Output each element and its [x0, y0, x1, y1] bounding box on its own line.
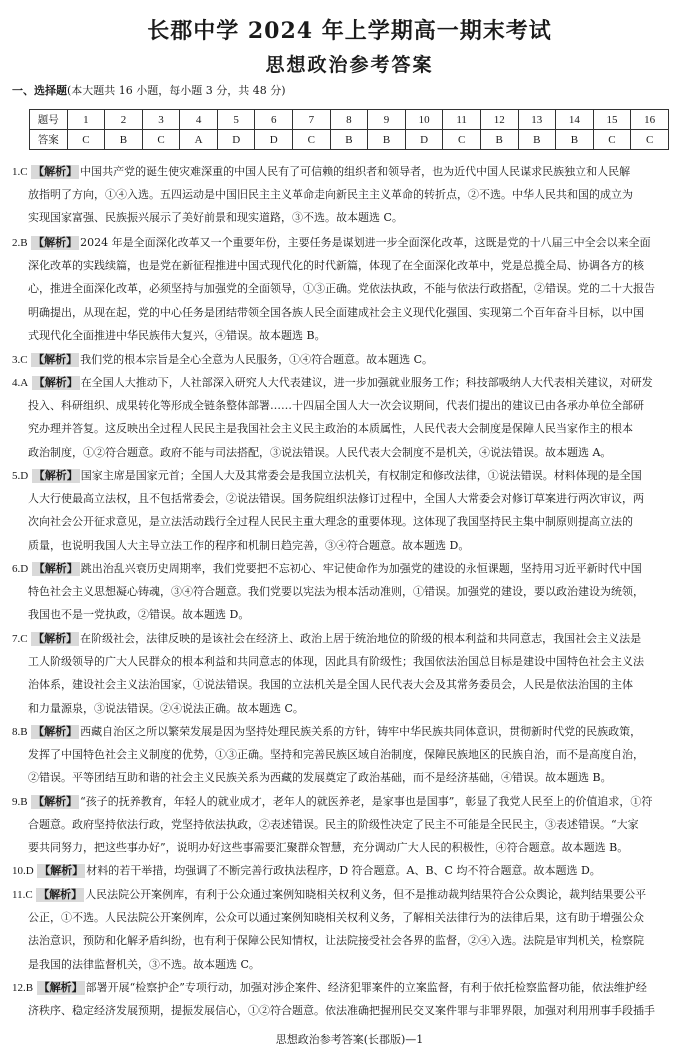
section-label: 一、选择题	[12, 84, 67, 97]
question-item	[12, 627, 688, 720]
question-text: 人大行使最高立法权，且不包括常委会，②说法错误。国务院组织法修订过程中，全国人大常委会对修订草案进行两次审议，两	[28, 492, 644, 506]
question-item	[12, 557, 688, 627]
question-first-line	[12, 160, 688, 183]
question-answer: D	[20, 563, 29, 575]
question-item	[12, 859, 688, 882]
question-answer: B	[20, 237, 28, 249]
answer-table-number-row	[30, 110, 669, 130]
question-text: 究办理并答复。这反映出全过程人民民主是我国社会主义民主政治的本质属性，人民代表大会制度是保障人民当家作主的根本	[28, 422, 633, 436]
question-text: 工人阶级领导的广大人民群众的根本利益和共同意志的体现，因此具有阶级性；我国依法治国总目标是建设中国特色社会主义法	[28, 655, 644, 669]
question-line	[12, 906, 688, 929]
question-number-cell: 3	[142, 110, 180, 130]
question-line	[12, 206, 688, 229]
question-number-cell: 10	[405, 110, 443, 130]
question-number: 4.	[12, 377, 21, 389]
answer-cell: B	[105, 130, 143, 150]
question-answer: A	[20, 377, 29, 389]
question-item	[12, 790, 688, 860]
question-item	[12, 976, 688, 1022]
question-number: 11.	[12, 889, 26, 901]
question-answer: C	[20, 354, 28, 366]
answer-cell: C	[67, 130, 105, 150]
question-number-cell: 6	[255, 110, 293, 130]
question-answer: C	[25, 889, 33, 901]
question-line	[12, 766, 688, 789]
analysis-tag: 【解析】	[38, 981, 83, 994]
question-first-line	[12, 371, 688, 394]
page-footer: 思想政治参考答案(长郡版)—1	[275, 1033, 424, 1046]
question-answer: D	[20, 470, 29, 482]
question-item	[12, 160, 688, 230]
question-item	[12, 883, 688, 976]
question-line	[12, 394, 688, 417]
question-first-line	[12, 790, 688, 813]
analysis-tag: 【解析】	[39, 864, 84, 877]
row-label-number: 题号	[30, 110, 68, 130]
question-text: 合题意。政府坚持依法行政，党坚持依法执政，②表述错误。民主的阶级性决定了民主不可能是全民民主，③表述错误。“大家	[28, 818, 639, 832]
question-text: “孩子的抚养教育，年轻人的就业成才，老年人的就医养老，是家事也是国事”，彰显了我党人民至上的价值追求，①符	[80, 795, 653, 808]
analysis-tag: 【解析】	[33, 632, 78, 645]
answer-cell: C	[631, 130, 669, 150]
question-line	[12, 324, 688, 347]
question-first-line	[12, 557, 688, 580]
question-text: 和力量源泉，③说法错误。②④说法正确。故本题选 C。	[28, 701, 304, 715]
question-line	[12, 580, 688, 603]
question-number-cell: 8	[330, 110, 368, 130]
question-item	[12, 720, 688, 790]
analysis-tag: 【解析】	[33, 236, 78, 249]
analysis-tag: 【解析】	[33, 795, 78, 808]
question-text: 质量，也说明我国人大主导立法工作的程序和机制日趋完善，③④符合题意。故本题选 D。	[28, 538, 470, 552]
question-text: 在阶级社会，法律反映的是该社会在经济上、政治上居于统治地位的阶级的根本利益和共同意志，我国社会主义法是	[80, 632, 642, 645]
question-text: 式现代化全面推进中华民族伟大复兴，④错误。故本题选 B。	[28, 328, 326, 342]
question-number: 6.	[12, 563, 21, 575]
analysis-tag: 【解析】	[38, 888, 83, 901]
question-line	[12, 510, 688, 533]
question-line	[12, 603, 688, 626]
question-line	[12, 254, 688, 277]
page-subtitle: 思想政治参考答案	[265, 54, 434, 76]
question-text: 要共同努力，把这些事办好”，说明办好这些事需要汇聚群众智慧，充分调动广大人民的积极性，④符合题意。故本题选 B。	[28, 841, 629, 855]
question-text: 公正，①不选。人民法院公开案例库，公众可以通过案例知晓相关权利义务，了解相关法律行为的法律后果，这有助于增强公众	[28, 911, 644, 925]
question-first-line	[12, 627, 688, 650]
question-line	[12, 441, 688, 464]
question-line	[12, 534, 688, 557]
answer-cell: B	[330, 130, 368, 150]
answer-cell: C	[142, 130, 180, 150]
question-text: 特色社会主义思想凝心铸魂，③④符合题意。我们党要以宪法为根本活动准则，①错误。加强党的建设，要以政治建设为统领，	[28, 585, 644, 599]
question-first-line	[12, 464, 688, 487]
section-note: (本大题共 16 小题，每小题 3 分，共 48 分)	[67, 84, 286, 97]
row-label-answer: 答案	[30, 130, 68, 150]
analysis-tag: 【解析】	[33, 725, 78, 738]
question-text: 中国共产党的诞生使灾难深重的中国人民有了可信赖的组织者和领导者，也为近代中国人民谋求民族独立和人民解	[80, 165, 631, 178]
question-text: 2024 年是全面深化改革又一个重要年份，主要任务是谋划进一步全面深化改革，这既是党的十八届三中全会以来全面	[80, 236, 651, 249]
question-number: 8.	[12, 726, 21, 738]
analysis-tag: 【解析】	[33, 165, 78, 178]
answer-cell: B	[518, 130, 556, 150]
question-text: 是我国的法律监督机关，③不选。故本题选 C。	[28, 957, 260, 971]
question-text: 西藏自治区之所以繁荣发展是因为坚持处理民族关系的方针，铸牢中华民族共同体意识，贯彻新时代党的民族政策，	[80, 725, 642, 738]
question-text: 部署开展“检察护企”专项行动，加强对涉企案件、经济犯罪案件的立案监督，有利于依托检察监督功能，依法维护经	[85, 981, 647, 994]
question-number-cell: 7	[293, 110, 331, 130]
question-line	[12, 813, 688, 836]
answer-cell: A	[180, 130, 218, 150]
analysis-tag: 【解析】	[33, 376, 78, 389]
question-line	[12, 697, 688, 720]
question-number: 1.	[12, 166, 21, 178]
question-first-line	[12, 859, 688, 882]
question-line	[12, 301, 688, 324]
section-heading	[12, 82, 286, 98]
question-text: 实现国家富强、民族振兴展示了美好前景和现实道路，③不选。故本题选 C。	[28, 211, 403, 225]
question-text: 济秩序、稳定经济发展预期，提振发展信心，①②符合题意。依法准确把握刑民交叉案件罪与非罪界限，加强对利用刑事手段插手	[28, 1004, 655, 1018]
question-text: 人民法院公开案例库，有利于公众通过案例知晓相关权利义务，但不是推动裁判结果符合公众舆论，裁判结果要公平	[85, 888, 647, 901]
question-line	[12, 673, 688, 696]
question-line	[12, 929, 688, 952]
analysis-tag: 【解析】	[33, 469, 78, 482]
question-text: 心，推进全面深化改革，必须坚持与加强党的全面领导，①③正确。党依法执政，不能与依法行政搭配，②错误。党的二十大报告	[28, 282, 655, 296]
answer-cell: C	[443, 130, 481, 150]
question-line	[12, 650, 688, 673]
question-text: 我国也不是一党执政，②错误。故本题选 D。	[28, 608, 250, 622]
question-answer: D	[25, 865, 34, 877]
question-text: 发挥了中国特色社会主义制度的优势，①③正确。坚持和完善民族区域自治制度，保障民族地区的民族自治，而不是高度自治，	[28, 748, 644, 762]
question-item	[12, 464, 688, 557]
question-line	[12, 417, 688, 440]
question-first-line	[12, 348, 688, 371]
question-first-line	[12, 231, 688, 254]
question-text: 在全国人大推动下，人社部深入研究人大代表建议，进一步加强就业服务工作；科技部吸纳人大代表相关建议，对研发	[80, 376, 653, 389]
question-number-cell: 12	[480, 110, 518, 130]
question-number-cell: 9	[368, 110, 406, 130]
question-text: 深化改革的实践续篇，也是党在新征程推进中国式现代化的时代新篇，体现了在全面深化改革中，党是总揽全局、协调各方的核	[28, 259, 644, 273]
question-number-cell: 11	[443, 110, 481, 130]
question-number-cell: 16	[631, 110, 669, 130]
question-number-cell: 1	[67, 110, 105, 130]
answer-cell: D	[217, 130, 255, 150]
question-number-cell: 13	[518, 110, 556, 130]
question-number-cell: 5	[217, 110, 255, 130]
question-line	[12, 277, 688, 300]
question-line	[12, 953, 688, 976]
question-number: 10.	[12, 865, 26, 877]
answer-cell: B	[368, 130, 406, 150]
analysis-tag: 【解析】	[33, 562, 78, 575]
question-text: 我们党的根本宗旨是全心全意为人民服务，①④符合题意。故本题选 C。	[80, 353, 434, 366]
question-text: ②错误。平等团结互助和谐的社会主义民族关系为西藏的发展奠定了政治基础，而不是经济基础，④错误。故本题选 B。	[28, 771, 612, 785]
question-text: 国家主席是国家元首；全国人大及其常委会是我国立法机关，有权制定和修改法律，①说法错误。材料体现的是全国	[80, 469, 642, 482]
question-text: 明确提出，从现在起，党的中心任务是团结带领全国各族人民全面建成社会主义现代化强国、实现第二个百年奋斗目标，以中国	[28, 305, 644, 319]
question-answer: B	[20, 726, 28, 738]
question-first-line	[12, 976, 688, 999]
question-answer: B	[25, 982, 34, 994]
question-number: 3.	[12, 354, 21, 366]
question-text: 投入、科研组织、成果转化等形成全链条整体部署……十四届全国人大一次会议期间，代表们提出的建议已由各承办单位全部研	[28, 399, 644, 413]
question-answer: B	[20, 796, 28, 808]
question-number: 12.	[12, 982, 26, 994]
analysis-tag: 【解析】	[33, 353, 78, 366]
question-first-line	[12, 883, 688, 906]
answer-cell: D	[255, 130, 293, 150]
question-item	[12, 371, 688, 464]
question-number: 2.	[12, 237, 21, 249]
question-first-line	[12, 720, 688, 743]
question-line	[12, 743, 688, 766]
question-number-cell: 2	[105, 110, 143, 130]
question-text: 治体系，建设社会主义法治国家，①说法错误。我国的立法机关是全国人民代表大会及其常务委员会，人民是依法治国的主体	[28, 678, 633, 692]
question-line	[12, 836, 688, 859]
question-number: 5.	[12, 470, 21, 482]
page-title: 长郡中学 2024 年上学期高一期末考试	[147, 18, 552, 44]
question-text: 法治意识，预防和化解矛盾纠纷，也有利于保障公民知情权，让法院接受社会各界的监督，②④入选。法院是审判机关，检察院	[28, 934, 644, 948]
question-text: 跳出治乱兴衰历史周期率，我们党要把不忘初心、牢记使命作为加强党的建设的永恒课题，坚持用习近平新时代中国	[80, 562, 642, 575]
question-number-cell: 14	[556, 110, 594, 130]
answer-cell: B	[556, 130, 594, 150]
question-answer: C	[20, 633, 28, 645]
question-text: 政治制度，①②符合题意。政府不能与司法搭配，③说法错误。人民代表大会制度不是机关，④说法错误。故本题选 A。	[28, 445, 612, 459]
question-text: 材料的若干举措，均强调了不断完善行政执法程序，D 符合题意。A、B、C 均不符合题意。故本题选 D。	[86, 864, 601, 877]
answer-cell: C	[593, 130, 631, 150]
question-line	[12, 487, 688, 510]
question-line	[12, 999, 688, 1022]
answer-table	[29, 109, 669, 150]
question-answer: C	[20, 166, 28, 178]
question-number-cell: 4	[180, 110, 218, 130]
answer-cell: B	[480, 130, 518, 150]
question-item	[12, 348, 688, 371]
question-text: 次向社会公开征求意见，是立法活动践行全过程人民民主重大理念的重要体现。这体现了我国坚持民主集中制原则提高立法的	[28, 515, 633, 529]
question-number: 9.	[12, 796, 21, 808]
question-item	[12, 231, 688, 347]
answer-cell: C	[293, 130, 331, 150]
question-number: 7.	[12, 633, 21, 645]
question-line	[12, 183, 688, 206]
question-text: 放指明了方向，①④入选。五四运动是中国旧民主主义革命走向新民主主义革命的转折点，②不选。中华人民共和国的成立为	[28, 188, 633, 202]
answer-table-answer-row	[30, 130, 669, 150]
answer-cell: D	[405, 130, 443, 150]
question-number-cell: 15	[593, 110, 631, 130]
